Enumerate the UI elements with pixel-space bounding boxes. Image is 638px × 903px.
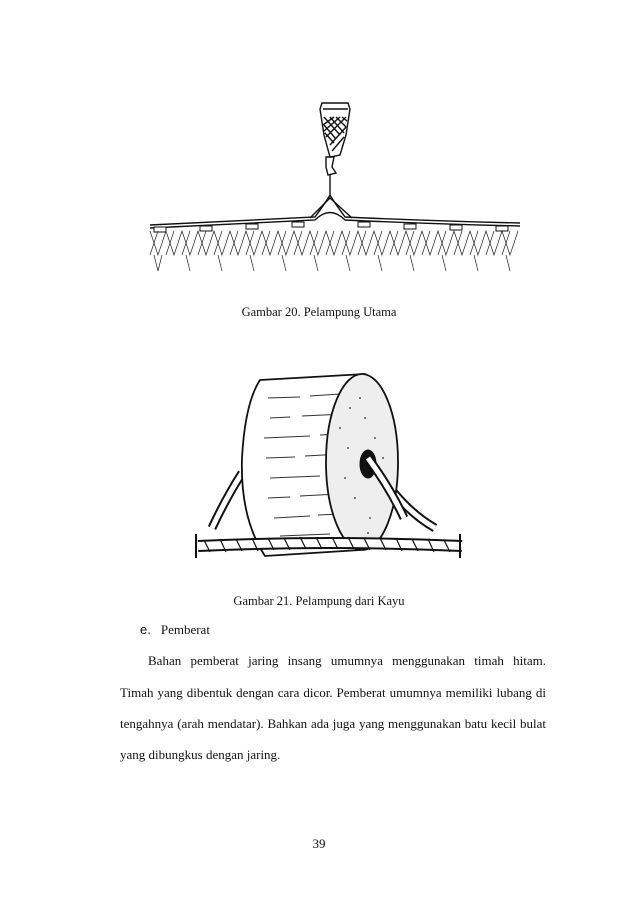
section-letter: e. [140,622,151,637]
paragraph-line: Timah yang dibentuk dengan cara dicor. Pemberat umumnya memiliki lubang di [120,685,546,700]
figure-20-illustration [140,95,530,280]
paragraph-line: tengahnya (arah mendatar). Bahkan ada juga yang menggunakan batu kecil bulat [120,716,546,731]
page-number: 39 [312,836,326,851]
figure-20-caption: Gambar 20. Pelampung Utama [241,305,397,319]
figure-21-illustration [190,368,470,568]
figure-21-caption: Gambar 21. Pelampung dari Kayu [233,594,405,608]
paragraph-line: yang dibungkus dengan jaring. [120,747,281,762]
section-title: Pemberat [160,622,210,637]
paragraph-line: Bahan pemberat jaring insang umumnya menggunakan timah hitam. [148,653,546,668]
section-heading [140,622,210,638]
